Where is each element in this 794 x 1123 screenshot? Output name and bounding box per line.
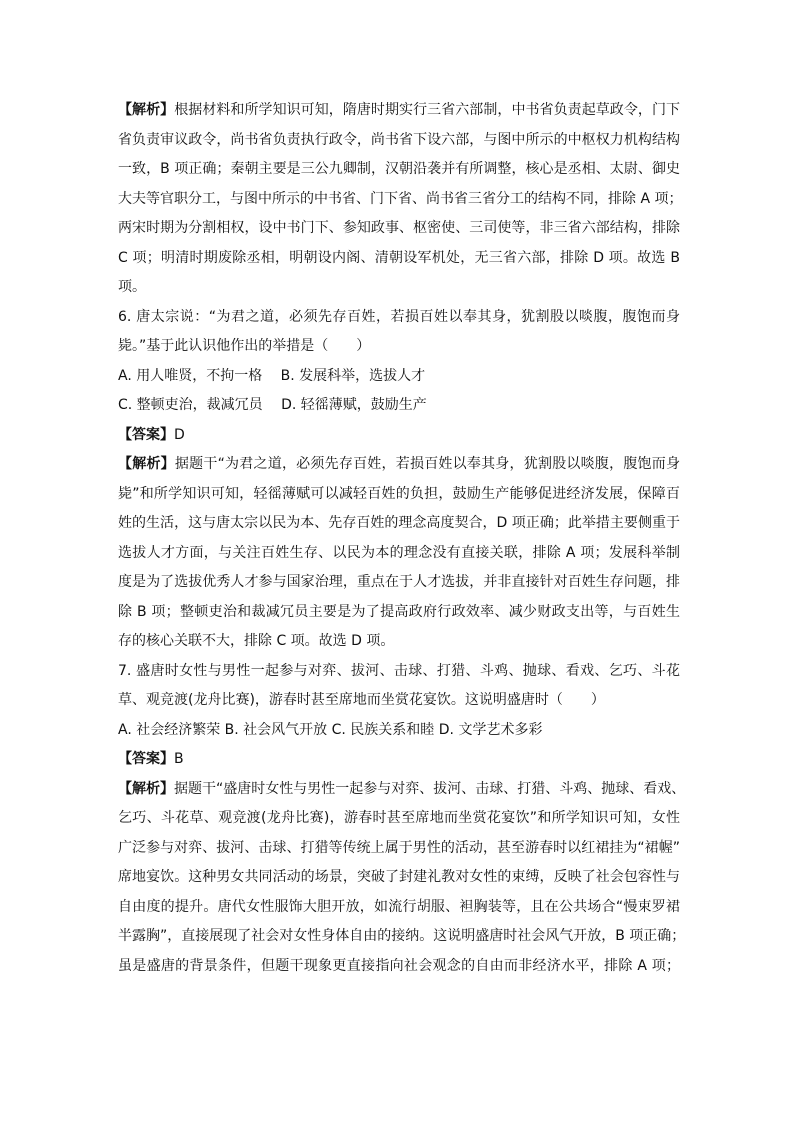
question-6-stem-line-1: 6. 唐太宗说：“为君之道，必须先存百姓，若损百姓以奉其身，犹割股以啖腹，腹饱而身: [118, 308, 680, 325]
question-7-analysis-line-7: 虽是盛唐的背景条件，但题干现象更直接指向社会观念的自由而非经济水平，排除 A 项；: [118, 957, 680, 974]
analysis-5-line-5: 两宋时期为分割相权，设中书门下、参知政事、枢密使、三司使等，非三省六部结构，排除: [118, 220, 680, 236]
analysis-5-line-3: 一致，B 项正确；秦朝主要是三公九卿制，汉朝沿袭并有所调整，核心是丞相、太尉、御史: [118, 161, 680, 177]
question-7-analysis-line-6: 半露胸”，直接展现了社会对女性身体自由的接纳。这说明盛唐时社会风气开放，B 项正确；: [118, 928, 686, 944]
question-7-analysis-line-2: 乞巧、斗花草、观竞渡(龙舟比赛)，游春时甚至席地而坐赏花宴饮”和所学知识可知，女性: [118, 810, 680, 826]
question-6-analysis-line-7: 存的核心关联不大，排除 C 项。故选 D 项。: [118, 633, 395, 649]
question-6-analysis-line-6: 除 B 项；整顿吏治和裁减冗员主要是为了提高政府行政效率、减少财政支出等，与百姓生: [118, 603, 680, 620]
question-7-analysis-line-1: 【解析】据题干“盛唐时女性与男性一起参与对弈、拔河、击球、打猎、斗鸡、抛球、看戏、: [118, 780, 686, 797]
question-6-analysis-line-3: 姓的生活，这与唐太宗以民为本、先存百姓的理念高度契合，D 项正确；此举措主要侧重于: [118, 515, 680, 531]
analysis-5-line-6: C 项；明清时期废除丞相，明朝设内阁、清朝设军机处，无三省六部，排除 D 项。故选 B: [118, 249, 680, 266]
analysis-5-line-2: 省负责审议政令，尚书省负责执行政令，尚书省下设六部，与图中所示的中枢权力机构结构: [118, 131, 680, 148]
question-6-analysis-line-2: 毙”和所学知识可知，轻徭薄赋可以减轻百姓的负担，鼓励生产能够促进经济发展，保障百: [118, 485, 680, 502]
question-7-stem-line-1: 7. 盛唐时女性与男性一起参与对弈、拔河、击球、打猎、斗鸡、抛球、看戏、乞巧、斗花: [118, 662, 680, 679]
document-page: [118, 96, 686, 981]
answer-value: B: [174, 751, 184, 767]
analysis-5-line-7: 项。: [118, 279, 146, 295]
analysis-tag: 【解析】: [118, 456, 175, 472]
question-6-analysis-line-4: 选拔人才方面，与关注百姓生存、以民为本的理念没有直接关联，排除 A 项；发展科举制: [118, 544, 680, 561]
question-6-options-ab: A. 用人唯贤，不拘一格 B. 发展科举，选拔人才: [118, 367, 426, 384]
analysis-tag: 【解析】: [118, 102, 175, 118]
question-7-answer: [118, 745, 680, 775]
question-7-analysis-line-3: 广泛参与对弈、拔河、击球、打猎等传统上属于男性的活动，甚至游春时以红裙挂为“裙幄”: [118, 839, 680, 856]
question-6-stem-line-2: 毙。”基于此认识他作出的举措是（ ）: [118, 338, 371, 354]
question-7-options: A. 社会经济繁荣 B. 社会风气开放 C. 民族关系和睦 D. 文学艺术多彩: [118, 721, 543, 738]
question-6-answer: [118, 421, 680, 451]
question-7-analysis-line-4: 席地宴饮。这种男女共同活动的场景，突破了封建礼教对女性的束缚，反映了社会包容性与: [118, 869, 680, 885]
answer-tag: 【答案】: [118, 751, 174, 767]
answer-value: D: [174, 426, 185, 443]
question-6-analysis-line-5: 度是为了选拔优秀人才参与国家治理，重点在于人才选拔，并非直接针对百姓生存问题，排: [118, 574, 680, 590]
answer-tag: 【答案】: [118, 426, 174, 443]
question-6-analysis-line-1: 【解析】据题干“为君之道，必须先存百姓，若损百姓以奉其身，犹割股以啖腹，腹饱而身: [118, 456, 680, 472]
question-7-stem-line-2: 草、观竞渡(龙舟比赛)，游春时甚至席地而坐赏花宴饮。这说明盛唐时（ ）: [118, 692, 605, 708]
question-7-analysis-line-5: 自由度的提升。唐代女性服饰大胆开放，如流行胡服、袒胸装等，且在公共场合“慢束罗裙: [118, 898, 680, 915]
analysis-tag: 【解析】: [118, 780, 174, 797]
analysis-5-line-4: 大夫等官职分工，与图中所示的中书省、门下省、尚书省三省分工的结构不同，排除 A 项；: [118, 190, 683, 207]
question-6-options-cd: C. 整顿吏治，裁减冗员 D. 轻徭薄赋，鼓励生产: [118, 397, 427, 413]
analysis-5-line-1: 【解析】根据材料和所学知识可知，隋唐时期实行三省六部制，中书省负责起草政令，门下: [118, 102, 681, 118]
